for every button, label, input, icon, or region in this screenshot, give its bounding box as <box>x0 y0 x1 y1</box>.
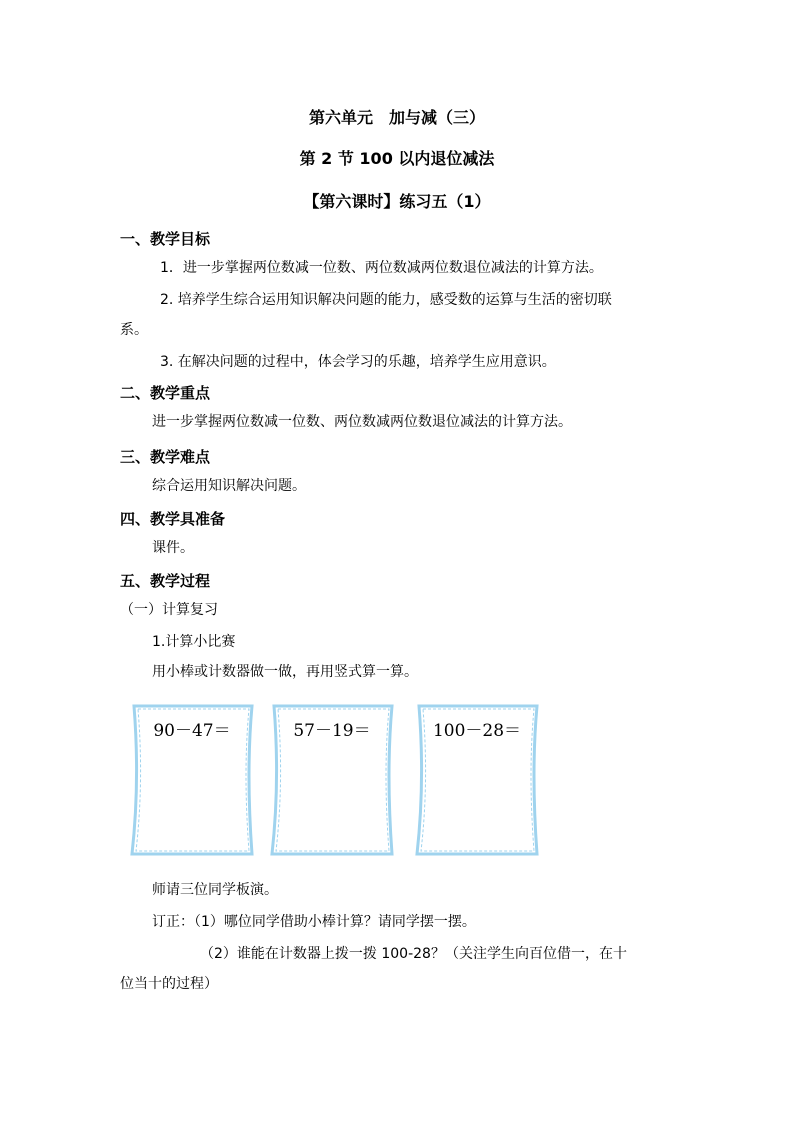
exercise-expression: 100－28＝ <box>432 721 522 741</box>
process-subheading: （一）计算复习 <box>120 602 218 618</box>
correction-2-line1: （2）谁能在计数器上拨一拨 100-28？（关注学生向百位借一，在十 <box>200 946 627 962</box>
lesson-title: 【第六课时】练习五（1） <box>303 192 491 211</box>
correction-2-line2: 位当十的过程） <box>120 976 218 992</box>
difficulties-text: 综合运用知识解决问题。 <box>152 478 306 494</box>
process-item-1: 1.计算小比赛 <box>152 634 236 650</box>
key-points-text: 进一步掌握两位数减一位数、两位数减两位数退位减法的计算方法。 <box>152 414 572 430</box>
exercise-card <box>413 702 541 858</box>
process-heading: 五、教学过程 <box>120 572 211 590</box>
materials-text: 课件。 <box>152 540 194 556</box>
section-title: 第 2 节 100 以内退位减法 <box>299 149 495 168</box>
goal-item-2-line2: 系。 <box>120 322 148 338</box>
exercise-expression: 57－19＝ <box>293 721 371 741</box>
correction-1: 订正：（1）哪位同学借助小棒计算？请同学摆一摆。 <box>152 914 476 930</box>
exercise-card <box>268 702 396 858</box>
exercise-cards <box>128 702 558 862</box>
unit-title: 第六单元 加与减（三） <box>308 108 485 127</box>
goal-item-1: 1．进一步掌握两位数减一位数、两位数减两位数退位减法的计算方法。 <box>160 260 603 276</box>
board-text: 师请三位同学板演。 <box>152 882 278 898</box>
exercise-expression: 90－47＝ <box>153 721 231 741</box>
goal-item-3: 3. 在解决问题的过程中，体会学习的乐趣，培养学生应用意识。 <box>160 354 556 370</box>
key-points-heading: 二、教学重点 <box>120 384 211 402</box>
materials-heading: 四、教学具准备 <box>120 510 226 528</box>
goal-item-2-line1: 2. 培养学生综合运用知识解决问题的能力，感受数的运算与生活的密切联 <box>160 292 612 308</box>
goals-heading: 一、教学目标 <box>120 230 211 248</box>
difficulties-heading: 三、教学难点 <box>120 448 211 466</box>
exercise-card <box>128 702 256 858</box>
process-instruction: 用小棒或计数器做一做，再用竖式算一算。 <box>152 664 418 680</box>
